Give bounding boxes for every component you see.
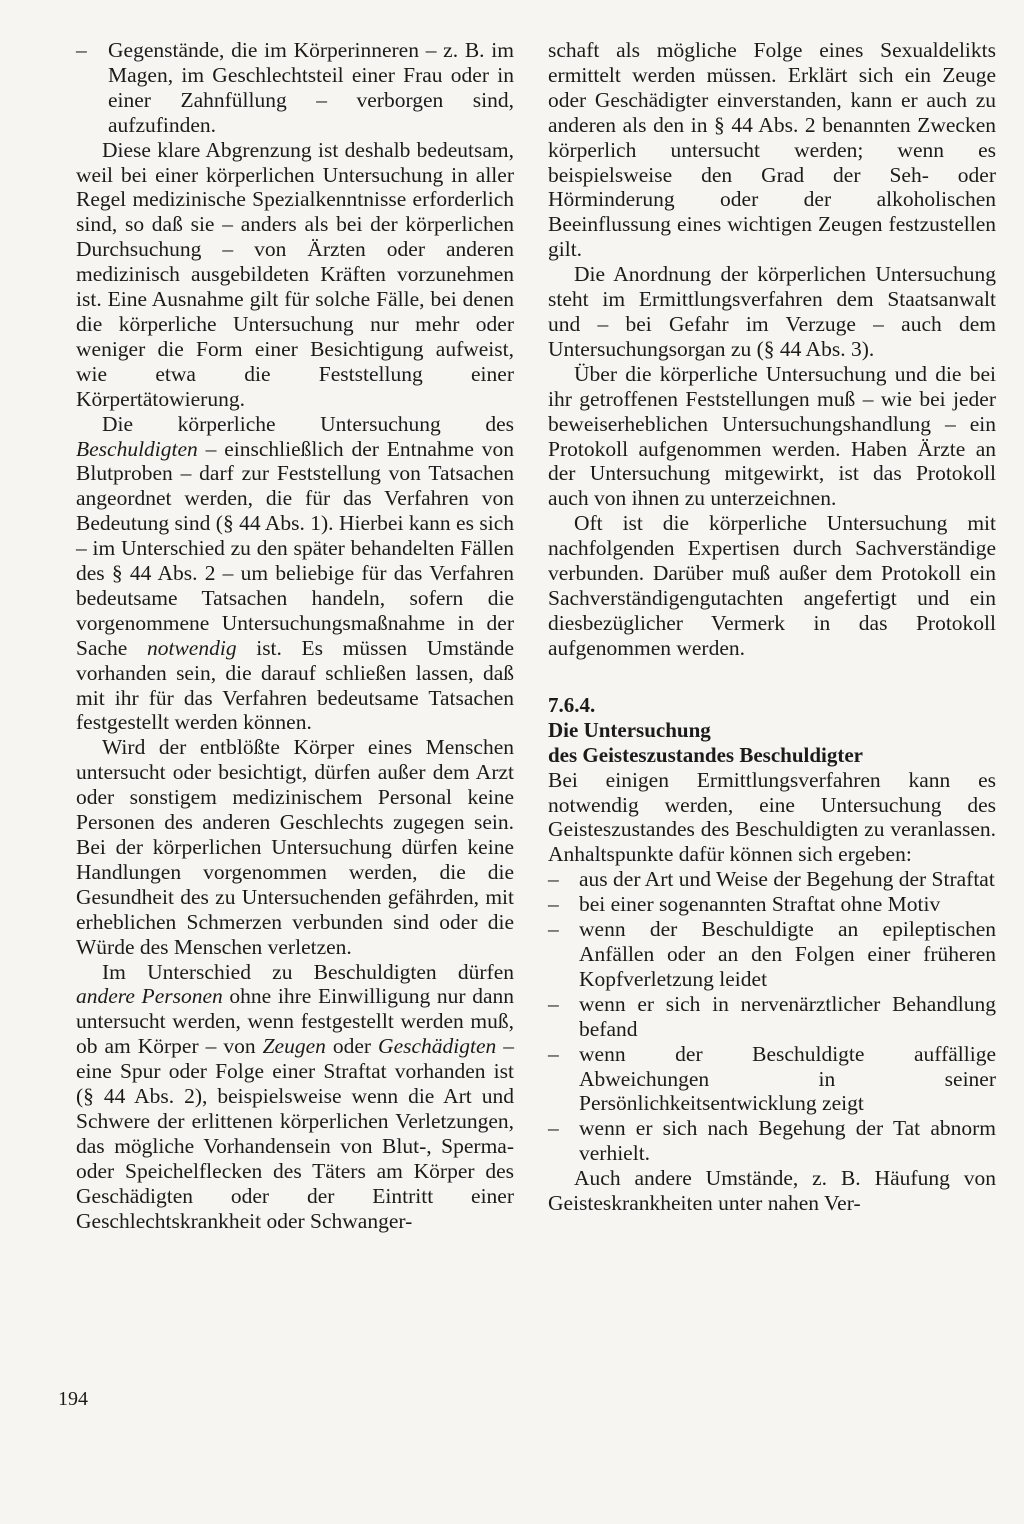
section-title-line-1: Die Untersuchung [548, 717, 711, 742]
paragraph-accused-examination [76, 412, 514, 736]
emphasis-text: andere Personen [76, 984, 223, 1009]
list-dash: – [548, 1041, 559, 1066]
list-item [548, 1116, 996, 1166]
text-run: oder [325, 1034, 379, 1059]
list-dash: – [548, 892, 559, 917]
list-item-text: Gegenstände, die im Körperinneren – z. B. im Magen, im Geschlechtsteil einer Frau oder in einer Zahnfüllung – verborgen sind, aufzufinden. [108, 38, 514, 137]
section-heading [548, 693, 996, 768]
paragraph-continuation: schaft als mögliche Folge eines Sexualdelikts ermittelt werden müssen. Erklärt sich ein Zeuge oder Geschädigter einverstanden, kann er auch zu anderen als den in § 44 Abs. 2 benannten Zwecken körperlich untersucht werden; wenn es beispielsweise den Grad der Seh- oder Hörminderung oder der alkoholischen Beeinflussung eines wichtigen Zeugen festzustellen gilt. [548, 38, 996, 262]
paragraph-order-authority: Die Anordnung der körperlichen Untersuchung steht im Ermittlungsverfahren dem Staatsanwalt und – bei Gefahr im Verzuge – auch dem Untersuchungsorgan zu (§ 44 Abs. 3). [548, 262, 996, 361]
paragraph-delimitation: Diese klare Abgrenzung ist deshalb bedeutsam, weil bei einer körperlichen Untersuchung in aller Regel medizinische Spezialkenntnisse erforderlich sind, so daß sie – anders als bei der körperlichen Durchsuchung – von Ärzten oder anderen medizinisch ausgebildeten Kräften vorzunehmen ist. Eine Ausnahme gilt für solche Fälle, bei denen die körperliche Untersuchung nur mehr oder weniger die Form einer Besichtigung aufweist, wie etwa die Feststellung einer Körpertätowierung. [76, 137, 514, 411]
paragraph-exposed-body: Wird der entblößte Körper eines Menschen untersucht oder besichtigt, dürfen außer dem Arzt oder sonstigem medizinischem Personal keine Personen des anderen Geschlechts zugegen sein. Bei der körperlichen Untersuchung dürfen keine Handlungen vorgenommen werden, die die Gesundheit des zu Untersuchenden gefährden, mit erheblichen Schmerzen verbunden sind oder die Würde des Menschen verletzen. [76, 735, 514, 959]
list-dash: – [548, 991, 559, 1016]
list-dash: – [548, 867, 559, 892]
paragraph-mental-state: Bei einigen Ermittlungsverfahren kann es notwendig werden, eine Untersuchung des Geisteszustandes des Beschuldigten zu veranlassen. Anhaltspunkte dafür können sich ergeben: [548, 767, 996, 867]
text-run: Im Unterschied zu Beschuldigten dürfen [102, 959, 514, 984]
emphasis-text: Geschädigten [378, 1034, 497, 1059]
list-item [548, 1042, 996, 1117]
text-run: ohne ihre Einwilligung nur dann untersucht werden, wenn festgestellt werden muß, ob am Körper – von [76, 984, 514, 1059]
list-item [548, 867, 996, 892]
emphasis-text: Beschuldigten [76, 436, 198, 461]
indicator-list [548, 867, 996, 1166]
list-item [548, 992, 996, 1042]
intro-list-item [76, 38, 514, 138]
section-title-line-2: des Geisteszustandes Beschuldigter [548, 742, 863, 767]
list-item-text: wenn der Beschuldigte an epileptischen Anfällen oder an den Folgen einer früheren Kopfverletzung leidet [579, 917, 996, 991]
right-column [548, 38, 996, 1216]
list-dash: – [548, 917, 559, 942]
list-item-text: aus der Art und Weise der Begehung der Straftat [579, 867, 995, 892]
paragraph-other-circumstances: Auch andere Umstände, z. B. Häufung von Geisteskrankheiten unter nahen Ver- [548, 1166, 996, 1216]
list-item [548, 917, 996, 992]
list-item-text: wenn er sich nach Begehung der Tat abnorm verhielt. [579, 1116, 996, 1166]
list-dash: – [76, 38, 87, 62]
text-run: ist. Es müssen Umstände vorhanden sein, die darauf schließen lassen, daß mit ihr für das Verfahren bedeutsame Tatsachen festgestellt werden können. [76, 635, 514, 735]
left-column [76, 38, 514, 1234]
paragraph-expertise: Oft ist die körperliche Untersuchung mit nachfolgenden Expertisen durch Sachverständige verbunden. Darüber muß außer dem Protokoll ein Sachverständigengutachten angefertigt und ein diesbezüglicher Vermerk in das Protokoll aufgenommen werden. [548, 511, 996, 660]
text-run: – einschließlich der Entnahme von Blutproben – darf zur Feststellung von Tatsachen angeordnet werden, die für das Verfahren von Bedeutung sind (§ 44 Abs. 1). Hierbei kann es sich – im Unterschied zu den später behandelten Fällen des § 44 Abs. 2 – um beliebige für das Verfahren bedeutsame Tatsachen handeln, sofern die vorgenommene Untersuchungsmaßnahme in der Sache [76, 436, 514, 660]
paragraph-protocol: Über die körperliche Untersuchung und die bei ihr getroffenen Feststellungen muß – wie bei jeder beweiserheblichen Untersuchungshandlung – ein Protokoll aufgenommen werden. Haben Ärzte an der Untersuchung mitgewirkt, ist das Protokoll auch von ihnen zu unterzeichnen. [548, 361, 996, 511]
emphasis-text: notwendig [146, 635, 237, 660]
list-item-text: wenn er sich in nervenärztlicher Behandlung befand [579, 991, 996, 1041]
list-item [548, 892, 996, 917]
page-number: 194 [58, 1388, 88, 1410]
text-run: – eine Spur oder Folge einer Straftat vorhanden ist (§ 44 Abs. 2), beispielsweise wenn die Art und Schwere der erlittenen körperlichen Verletzungen, das mögliche Vorhandensein von Blut-, Sperma- oder Speichelflecken des Täters am Körper des Geschädigten oder der Eintritt einer Geschlechtskrankheit oder Schwanger- [76, 1034, 514, 1233]
emphasis-text: Zeugen [262, 1034, 326, 1059]
list-item-text: bei einer sogenannten Straftat ohne Motiv [579, 892, 941, 917]
text-run: Die körperliche Untersuchung des [102, 411, 514, 436]
list-dash: – [548, 1116, 559, 1141]
section-number: 7.6.4. [548, 692, 596, 717]
paragraph-other-persons [76, 960, 514, 1234]
list-item-text: wenn der Beschuldigte auffällige Abweichungen in seiner Persönlichkeitsentwicklung zeigt [579, 1041, 996, 1116]
